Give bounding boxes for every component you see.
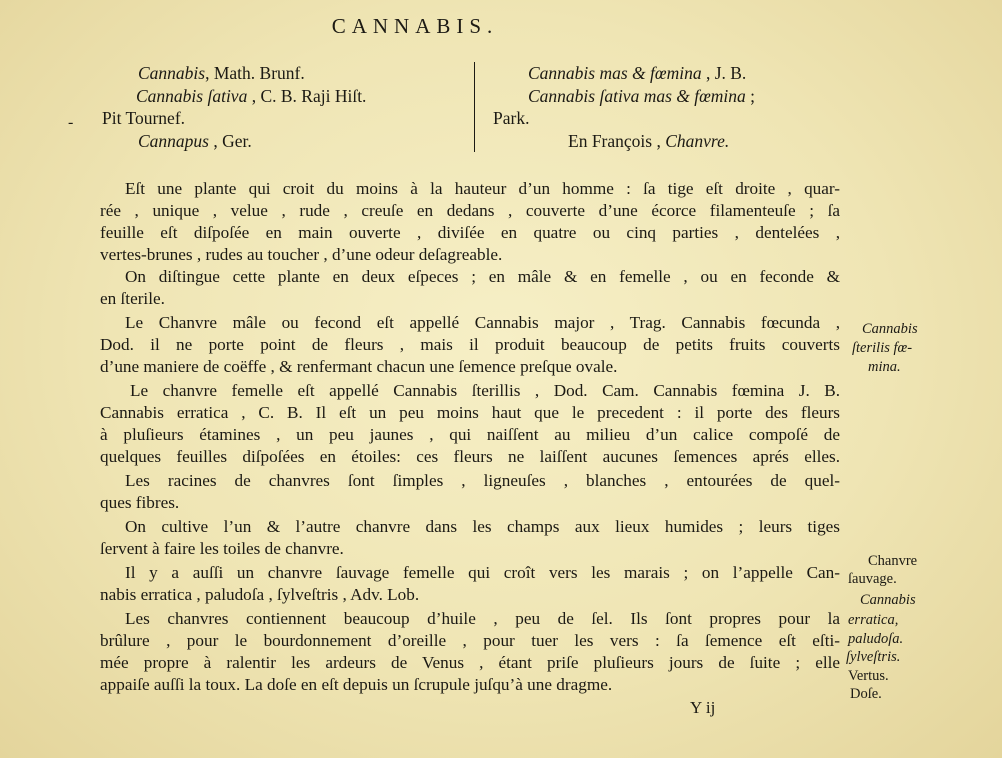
body-line: en ſterile. bbox=[100, 289, 165, 308]
body-line: feuille eſt diſpoſée en main ouverte , diviſée en quatre ou cinq parties , dentelées , bbox=[100, 223, 840, 242]
body-line: Cannabis erratica , C. B. Il eſt un peu moins haut que le precedent : il porte des fleurs bbox=[100, 403, 840, 422]
margin-note: Cannabis bbox=[860, 592, 916, 608]
body-line: d’une maniere de coëffe , & renfermant chacun une ſemence preſque ovale. bbox=[100, 357, 618, 376]
synonym-right-3: Park. bbox=[493, 108, 530, 128]
margin-note: Vertus. bbox=[848, 668, 889, 684]
margin-note: Cannabis bbox=[862, 321, 918, 337]
body-line: Le Chanvre mâle ou fecond eſt appellé Cannabis major , Trag. Cannabis fœcunda , bbox=[125, 313, 840, 332]
synonym-left-3: Pit Tournef. bbox=[102, 108, 186, 128]
body-line: ſervent à faire les toiles de chanvre. bbox=[100, 539, 344, 558]
body-line: Les racines de chanvres ſont ſimples , ligneuſes , blanches , entourées de quel- bbox=[125, 471, 840, 490]
body-line: à pluſieurs étamines , un peu jaunes , qui naiſſent au milieu d’un calice compoſé de bbox=[100, 425, 840, 444]
synonym-left-4: Cannapus , Ger. bbox=[138, 131, 252, 151]
margin-dash: - bbox=[68, 114, 74, 131]
body-line: On cultive l’un & l’autre chanvre dans les champs aux lieux humides ; leurs tiges bbox=[125, 517, 840, 536]
margin-note: mina. bbox=[868, 359, 901, 375]
signature-mark: Y ij bbox=[690, 698, 716, 717]
body-line: appaiſe auſſi la toux. La doſe en eſt depuis un ſcrupule juſqu’à une dragme. bbox=[100, 675, 613, 694]
body-line: Il y a auſſi un chanvre ſauvage femelle qui croît vers les marais ; on l’appelle Can- bbox=[125, 563, 840, 582]
synonym-right-4: En François , Chanvre. bbox=[568, 131, 730, 151]
body-line: Le chanvre femelle eſt appellé Cannabis ſterillis , Dod. Cam. Cannabis fœmina J. B. bbox=[130, 381, 840, 400]
margin-note: Doſe. bbox=[850, 686, 882, 702]
body-line: On diſtingue cette plante en deux eſpeces ; en mâle & en femelle , ou en feconde & bbox=[125, 267, 840, 286]
margin-note: paludoſa. bbox=[848, 631, 904, 647]
margin-note: erratica, bbox=[848, 612, 899, 628]
body-line: brûlure , pour le bourdonnement d’oreille , pour tuer les vers : ſa ſemence eſt eſti- bbox=[100, 631, 840, 650]
body-line: Dod. il ne porte point de fleurs , mais il produit beaucoup de petits fruits couverts bbox=[100, 335, 840, 354]
body-line: Eſt une plante qui croit du moins à la hauteur d’un homme : ſa tige eſt droite , quar- bbox=[125, 179, 840, 198]
body-line: nabis erratica , paludoſa , ſylveſtris , Adv. Lob. bbox=[100, 585, 420, 604]
synonym-right-2: Cannabis ſativa mas & fœmina ; bbox=[528, 86, 756, 106]
body-line: quelques feuilles diſpoſées en étoiles: ces fleurs ne laiſſent aucunes ſemences aprés elles. bbox=[100, 447, 840, 466]
running-title: CANNABIS. bbox=[331, 14, 499, 38]
synonym-right-1: Cannabis mas & fœmina , J. B. bbox=[528, 63, 747, 83]
margin-note: ſylveſtris. bbox=[846, 649, 901, 665]
margin-note: ſterilis fœ- bbox=[852, 340, 913, 356]
synonym-divider bbox=[474, 62, 475, 152]
body-line: vertes-brunes , rudes au toucher , d’une odeur deſagreable. bbox=[100, 245, 503, 264]
margin-note: Chanvre bbox=[868, 553, 918, 569]
body-line: Les chanvres contiennent beaucoup d’huile , peu de ſel. Ils ſont propres pour la bbox=[125, 609, 840, 628]
body-line: ques fibres. bbox=[100, 493, 180, 512]
margin-note: ſauvage. bbox=[848, 571, 897, 587]
body-line: rée , unique , velue , rude , creuſe en dedans , couverte d’une écorce filamenteuſe ; ſa bbox=[100, 201, 840, 220]
synonym-left-1: Cannabis, Math. Brunf. bbox=[138, 63, 305, 83]
synonym-left-2: Cannabis ſativa , C. B. Raji Hiſt. bbox=[136, 86, 367, 106]
body-line: mée propre à ralentir les ardeurs de Venus , étant priſe pluſieurs jours de ſuite ; elle bbox=[100, 653, 840, 672]
